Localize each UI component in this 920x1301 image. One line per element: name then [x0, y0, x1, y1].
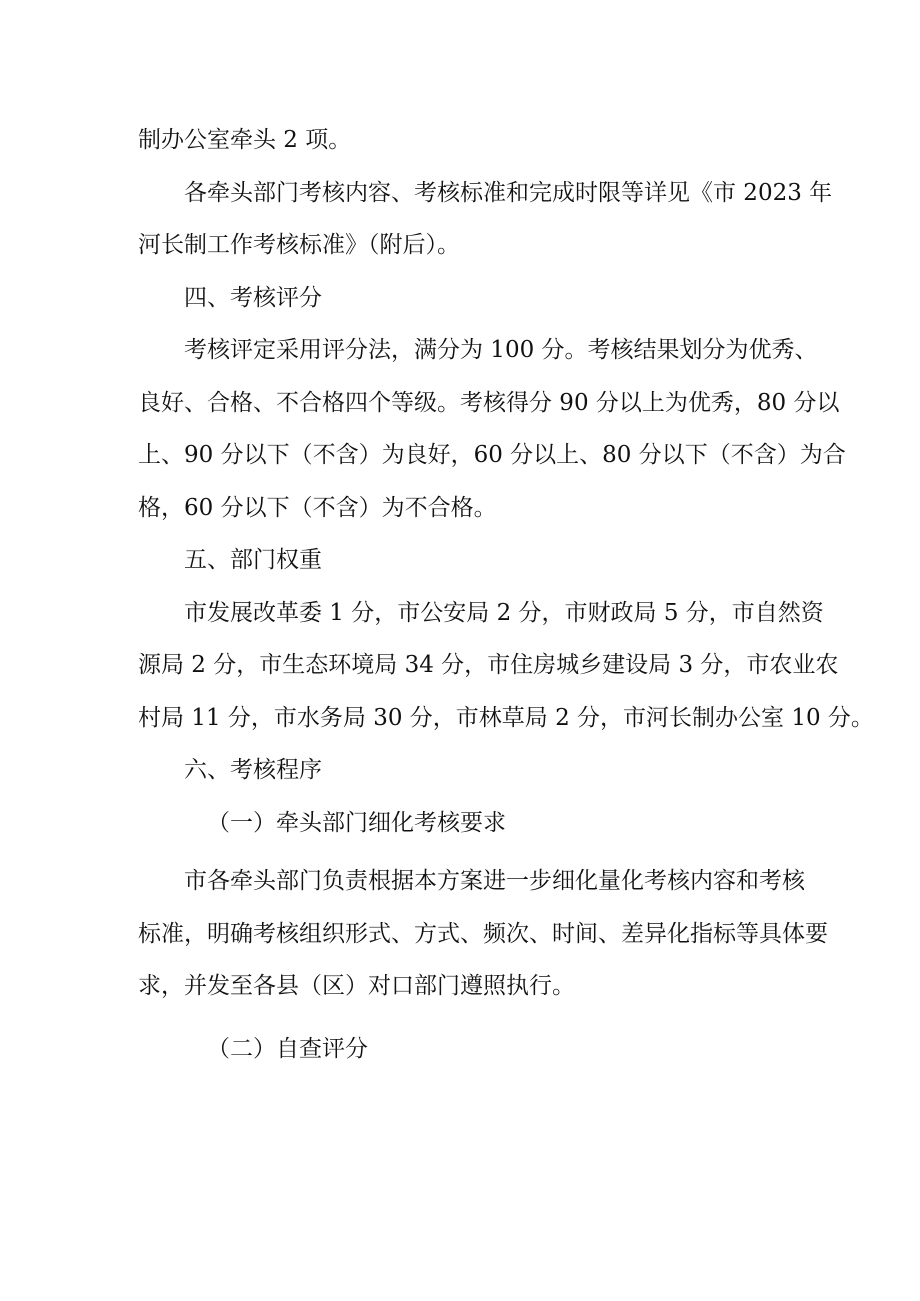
subsection-heading: （二）自查评分: [207, 1035, 368, 1062]
subheading-self-assessment: [138, 1023, 788, 1076]
paragraph-lead-count: [138, 114, 788, 167]
text-line: 良好、合格、不合格四个等级。考核得分 90 分以上为优秀，80 分以: [138, 389, 840, 416]
heading-scoring: [138, 272, 788, 325]
text-line: 市各牵头部门负责根据本方案进一步细化量化考核内容和考核: [184, 868, 805, 894]
section-heading: 六、考核程序: [184, 757, 322, 783]
subheading-refine-requirements: [138, 797, 788, 850]
text-line: 格，60 分以下（不含）为不合格。: [138, 494, 497, 521]
text-line: 制办公室牵头 2 项。: [138, 127, 352, 153]
paragraph-department-weights: [138, 587, 874, 745]
text-line: 求，并发至各县（区）对口部门遵照执行。: [138, 973, 575, 999]
paragraph-scoring-rules: [138, 324, 846, 534]
text-line: 各牵头部门考核内容、考核标准和完成时限等详见《市 2023 年: [184, 179, 833, 206]
heading-procedure: [138, 744, 788, 797]
subsection-heading: （一）牵头部门细化考核要求: [207, 809, 506, 836]
text-line: 标准，明确考核组织形式、方式、频次、时间、差异化指标等具体要: [138, 920, 828, 947]
paragraph-refine-requirements: [138, 855, 828, 1013]
section-heading: 四、考核评分: [184, 284, 322, 311]
document-body: [138, 114, 874, 1075]
heading-department-weights: [138, 534, 788, 587]
text-line: 河长制工作考核标准》（附后）。: [138, 232, 460, 258]
text-line: 市发展改革委 1 分，市公安局 2 分，市财政局 5 分，市自然资: [184, 599, 824, 626]
section-heading: 五、部门权重: [184, 547, 322, 573]
text-line: 源局 2 分，市生态环境局 34 分，市住房城乡建设局 3 分，市农业农: [138, 652, 839, 678]
text-line: 村局 11 分，市水务局 30 分，市林草局 2 分，市河长制办公室 10 分。: [138, 704, 874, 731]
paragraph-standards-reference: [138, 167, 833, 272]
text-line: 上、90 分以下（不含）为良好，60 分以上、80 分以下（不含）为合: [138, 442, 846, 468]
text-line: 考核评定采用评分法，满分为 100 分。考核结果划分为优秀、: [184, 337, 818, 363]
